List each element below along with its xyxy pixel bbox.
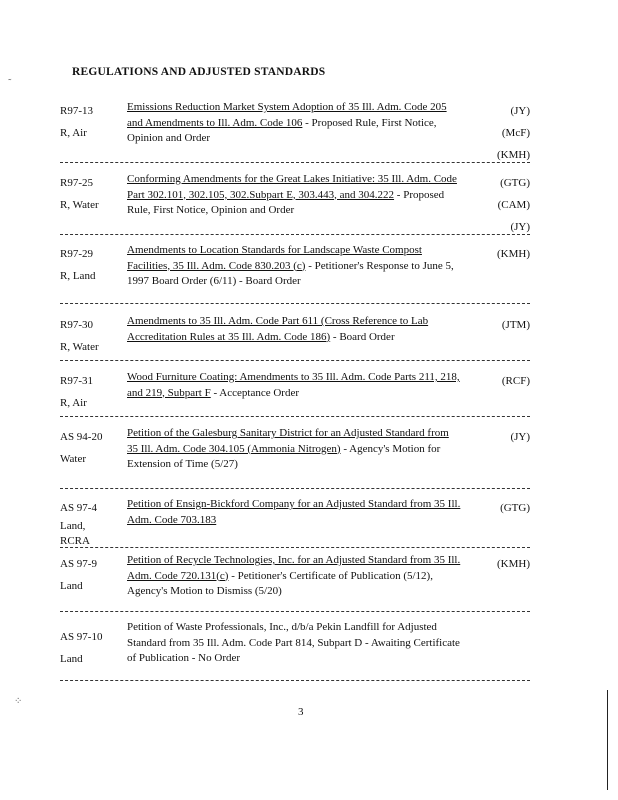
entry-divider (60, 547, 530, 548)
staff-initial: (KMH) (497, 558, 530, 570)
staff-initials (470, 243, 530, 265)
staff-initial: (GTG) (500, 177, 530, 189)
docket-title: Petition of Waste Professionals, Inc., d/b/a Pekin Landfill for Adjusted Standard from 35 Ill. Adm. Code Part 814, Subpart D (127, 621, 437, 649)
staff-initial: (GTG) (500, 502, 530, 514)
docket-number: R97-31 (60, 375, 93, 387)
docket-title: Emissions Reduction Market System Adoption of 35 Ill. Adm. Code 205 and Amendments to Ill. Adm. Code 106 (127, 101, 447, 129)
docket-title: Conforming Amendments for the Great Lakes Initiative: 35 Ill. Adm. Code Part 302.101, 302.105, 302.Subpart E, 303.443, and 304.222 (127, 173, 457, 201)
docket-entry (60, 370, 530, 410)
docket-category: Land (60, 580, 83, 592)
staff-initial: (JTM) (501, 319, 530, 331)
docket-code-cell (60, 100, 122, 144)
docket-description (127, 100, 462, 147)
docket-number: AS 97-9 (60, 558, 97, 570)
margin-line (607, 690, 608, 790)
docket-number: R97-13 (60, 105, 93, 117)
docket-title: Petition of Recycle Technologies, Inc. for an Adjusted Standard from 35 Ill. Adm. Code 720.131(c) (127, 554, 461, 582)
docket-title: Amendments to 35 Ill. Adm. Code Part 611 (Cross Reference to Lab Accreditation Rules at 35 Ill. Adm. Code 186) (127, 315, 429, 343)
docket-category: Land (60, 653, 83, 665)
docket-title: Petition of Ensign-Bickford Company for an Adjusted Standard from 35 Ill. Adm. Code 703.183 (127, 498, 461, 526)
docket-code-cell (60, 426, 122, 470)
docket-entry (60, 426, 530, 476)
staff-initial: (McF) (501, 127, 530, 139)
docket-status: - Awaiting Certificate of Publication - No Order (127, 636, 460, 664)
docket-category-continued: RCRA (60, 535, 90, 547)
docket-code-cell (60, 497, 122, 549)
scan-artifact: ⁘ (14, 696, 23, 707)
docket-category: Water (60, 453, 86, 465)
docket-status: - Petitioner's Response to June 5, 1997 Board Order (6/11) - Board Order (127, 259, 454, 287)
staff-initials (470, 314, 530, 336)
staff-initials (470, 100, 530, 166)
scan-artifact: ˷ (8, 70, 12, 81)
entry-divider (60, 360, 530, 361)
docket-entry (60, 497, 530, 547)
page-number: 3 (298, 706, 304, 718)
docket-status: - Agency's Motion for Extension of Time (5/27) (127, 442, 441, 470)
docket-title: Wood Furniture Coating: Amendments to 35 Ill. Adm. Code Parts 211, 218, and 219, Subpart F (127, 371, 460, 399)
docket-title: Amendments to Location Standards for Landscape Waste Compost Facilities, 35 Ill. Adm. Code 830.203 (c) (127, 244, 422, 272)
docket-code-cell (60, 243, 122, 287)
docket-code-cell (60, 314, 122, 358)
docket-category: R, Air (60, 127, 87, 139)
staff-initials (470, 172, 530, 238)
docket-entry (60, 172, 530, 232)
docket-description (127, 620, 462, 667)
staff-initials (470, 553, 530, 575)
docket-description (127, 497, 462, 528)
entry-divider (60, 303, 530, 304)
docket-status: - Petitioner's Certificate of Publication (5/12), Agency's Motion to Dismiss (5/20) (127, 569, 433, 597)
staff-initials (470, 370, 530, 392)
docket-status: - Acceptance Order (210, 386, 299, 399)
docket-code-cell (60, 172, 122, 216)
docket-description (127, 243, 462, 290)
docket-entry (60, 553, 530, 608)
docket-description (127, 553, 462, 600)
entry-divider (60, 234, 530, 235)
docket-category: R, Land (60, 270, 96, 282)
docket-title: Petition of the Galesburg Sanitary District for an Adjusted Standard from 35 Ill. Adm. Code 304.105 (Ammonia Nitrogen) (127, 427, 449, 455)
docket-category: Land, (60, 520, 86, 532)
staff-initial: (CAM) (497, 199, 530, 211)
docket-code-cell (60, 370, 122, 414)
docket-number: AS 94-20 (60, 431, 103, 443)
docket-code-cell (60, 626, 122, 670)
docket-code-cell (60, 553, 122, 597)
staff-initial: (RCF) (501, 375, 530, 387)
docket-number: R97-29 (60, 248, 93, 260)
docket-category: R, Water (60, 341, 99, 353)
entry-divider (60, 416, 530, 417)
staff-initial: (JY) (510, 105, 530, 117)
entry-divider (60, 162, 530, 163)
staff-initial: (JY) (510, 431, 530, 443)
docket-number: R97-25 (60, 177, 93, 189)
docket-status: - Board Order (330, 330, 395, 343)
docket-description (127, 314, 462, 345)
section-heading: REGULATIONS AND ADJUSTED STANDARDS (72, 66, 326, 78)
docket-category: R, Air (60, 397, 87, 409)
entry-divider (60, 488, 530, 489)
docket-number: AS 97-4 (60, 502, 97, 514)
docket-entry (60, 620, 530, 675)
staff-initials (470, 426, 530, 448)
docket-entry (60, 314, 530, 354)
staff-initials (470, 497, 530, 519)
staff-initial: (KMH) (497, 149, 530, 161)
docket-description (127, 370, 462, 401)
docket-number: AS 97-10 (60, 631, 103, 643)
docket-entry (60, 100, 530, 160)
docket-status: - Proposed Rule, First Notice, Opinion and Order (127, 116, 437, 144)
docket-status: - Proposed Rule, First Notice, Opinion and Order (127, 188, 445, 216)
entry-divider (60, 680, 530, 681)
docket-description (127, 172, 462, 219)
docket-description (127, 426, 462, 473)
entry-divider (60, 611, 530, 612)
staff-initial: (KMH) (497, 248, 530, 260)
docket-entry (60, 243, 530, 293)
staff-initial: (JY) (510, 221, 530, 233)
docket-category: R, Water (60, 199, 99, 211)
docket-number: R97-30 (60, 319, 93, 331)
